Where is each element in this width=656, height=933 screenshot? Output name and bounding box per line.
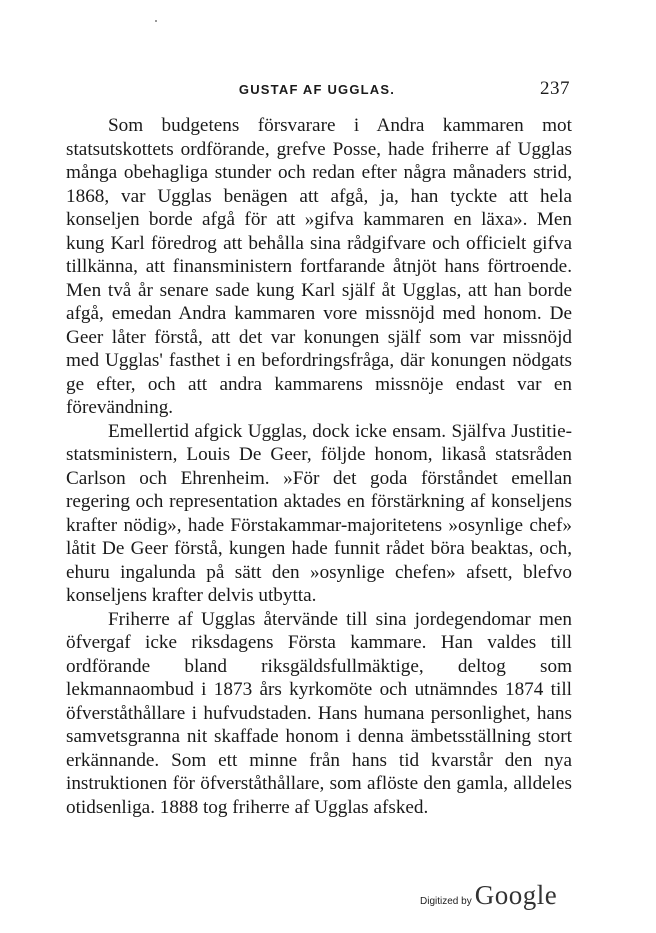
page-number: 237 <box>540 78 570 99</box>
paragraph-1: Som budgetens försvarare i Andra kammaren mot statsutskottets ordförande, grefve Posse, hade friherre af Ugglas många obehagliga stunder och redan efter några månaders strid, 1868, var Ugglas benägen att afgå, ja, han tyckte att hela konseljen borde afgå för att »gifva kammaren en läxa». Men kung Karl föredrog att behålla sina rådgifvare och officielt gifva tillkänna, att finansministern fortfarande åtnjöt hans förtroende. Men två år senare sade kung Karl själf åt Ugglas, att han borde afgå, emedan Andra kammaren vore missnöjd med honom. De Geer låter förstå, att det var konungen själf som var missnöjd med Ugglas' fasthet i en befordringsfråga, där konungen nödgats ge efter, och att andra kammarens missnöje endast var en förevändning. <box>66 115 572 418</box>
body-text <box>66 114 572 819</box>
paragraph-2: Emellertid afgick Ugglas, dock icke ensam. Själfva Justitie-statsministern, Louis De Geer, följde honom, likaså statsråden Carlson och Ehrenheim. »För det goda förståndet emellan regering och representation aktades en förstärkning af konseljens krafter nödig», hade Förstakammar-majoritetens »osynlige chef» låtit De Geer förstå, kungen hade funnit rådet böra beaktas, och, ehuru ingalunda på sätt den »osynlige chefen» afsett, blefvo konseljens krafter delvis utbytta. <box>66 420 572 606</box>
paragraph-3: Friherre af Ugglas återvände till sina jordegendomar men öfvergaf icke riksdagens Första kammare. Han valdes till ordförande bland riksgäldsfullmäktige, deltog som lekmannaombud i 1873 års kyrkomöte och utnämndes 1874 till öfverståthållare i hufvudstaden. Hans humana personlighet, hans samvetsgranna nit skaffade honom i denna ämbetsställning stort erkännande. Som ett minne från hans tid kvarstår den nya instruktionen för öfverståthållare, som aflöste den gamla, alldeles otidsenliga. 1888 tog friherre af Ugglas afsked. <box>66 608 572 818</box>
digitized-by-label: Digitized by <box>420 896 472 907</box>
page-header <box>64 78 570 102</box>
scan-speck <box>155 20 157 22</box>
running-head: GUSTAF AF UGGLAS. <box>238 82 396 97</box>
digitization-watermark <box>420 880 557 916</box>
google-logo: Google <box>474 880 558 910</box>
